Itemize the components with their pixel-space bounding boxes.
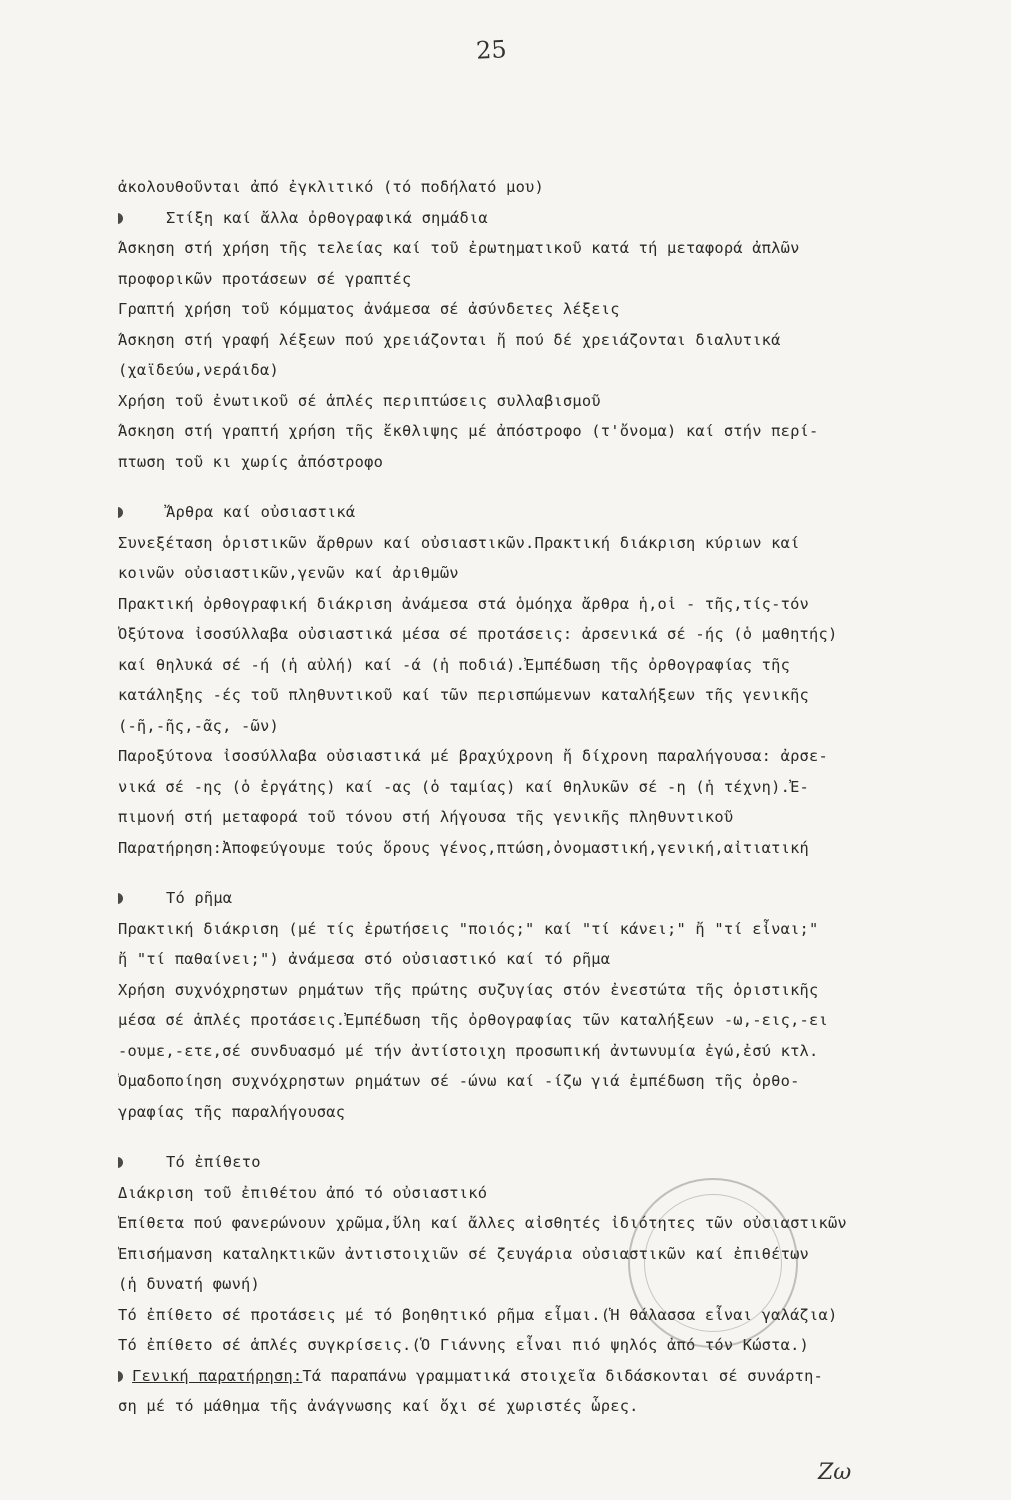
bullet-icon xyxy=(118,893,123,904)
text-line: προφορικῶν προτάσεων σέ γραπτές xyxy=(118,269,412,288)
bullet-icon xyxy=(118,213,123,224)
text-line: (ἡ δυνατή φωνή) xyxy=(118,1275,260,1293)
text-line: Ἐπισήμανση καταληκτικῶν ἀντιστοιχιῶν σέ ζευγάρια οὐσιαστικῶν καί ἐπιθέτων xyxy=(118,1244,810,1263)
note-label: Γενική παρατήρηση: xyxy=(132,1366,303,1385)
section-heading-punctuation xyxy=(118,203,998,234)
page-number: 25 xyxy=(475,35,508,65)
text-line: (χαϊδεύω,νεράιδα) xyxy=(118,361,279,379)
text-line: ἀκολουθοῦνται ἀπό ἐγκλιτικό (τό ποδήλατό μου) xyxy=(118,178,544,196)
text-line: καί θηλυκά σέ -ή (ἡ αὐλή) καί -ά (ἡ ποδιά).Ἐμπέδωση τῆς ὀρθογραφίας τῆς xyxy=(118,655,791,674)
text-line: κοινῶν οὐσιαστικῶν,γενῶν καί ἀριθμῶν xyxy=(118,564,459,582)
section-heading-adjective xyxy=(118,1147,998,1178)
general-note xyxy=(118,1361,998,1392)
heading-text: Ἄρθρα καί οὐσιαστικά xyxy=(166,503,356,521)
text-line: Παροξύτονα ἰσοσύλλαβα οὐσιαστικά μέ βραχύχρονη ἤ δίχρονη παραλήγουσα: ἀρσε- xyxy=(118,747,828,765)
bullet-icon xyxy=(118,507,123,518)
bullet-icon xyxy=(118,1371,123,1382)
text-line: νικά σέ -ης (ὁ ἐργάτης) καί -ας (ὁ ταμίας) καί θηλυκῶν σέ -η (ἡ τέχνη).Ἐ- xyxy=(118,777,810,796)
text-line: Γραπτή χρήση τοῦ κόμματος ἀνάμεσα σέ ἀσύνδετες λέξεις xyxy=(118,300,620,318)
heading-text: Στίξη καί ἄλλα ὀρθογραφικά σημάδια xyxy=(166,208,488,227)
text-line: πτωση τοῦ κι χωρίς ἀπόστροφο xyxy=(118,452,384,471)
text-line: Ὀξύτονα ἰσοσύλλαβα οὐσιαστικά μέσα σέ προτάσεις: ἀρσενικά σέ -ής (ὁ μαθητής) xyxy=(118,625,838,643)
text-line: Χρήση συχνόχρηστων ρημάτων τῆς πρώτης συζυγίας στόν ἐνεστώτα τῆς ὁριστικῆς xyxy=(118,980,819,999)
text-line: Ἐπίθετα πού φανερώνουν χρῶμα,ὕλη καί ἄλλες αἰσθητές ἰδιότητες τῶν οὐσιαστικῶν xyxy=(118,1214,847,1232)
text-line: Συνεξέταση ὁριστικῶν ἄρθρων καί οὐσιαστικῶν.Πρακτική διάκριση κύριων καί xyxy=(118,533,800,552)
note-text: Τά παραπάνω γραμματικά στοιχεῖα διδάσκονται σέ συνάρτη- xyxy=(302,1366,824,1385)
text-line: Ἄσκηση στή γραπτή χρήση τῆς ἔκθλιψης μέ ἀπόστροφο (τ'ὄνομα) καί στήν περί- xyxy=(118,422,819,440)
text-line: γραφίας τῆς παραλήγουσας xyxy=(118,1102,346,1121)
heading-text: Τό ἐπίθετο xyxy=(166,1153,261,1171)
signature: Ζω xyxy=(818,1460,852,1485)
text-line: Ὁμαδοποίηση συχνόχρηστων ρημάτων σέ -ώνω καί -ίζω γιά ἐμπέδωση τῆς ὀρθο- xyxy=(118,1072,800,1090)
text-line: Πρακτική ὀρθογραφική διάκριση ἀνάμεσα στά ὁμόηχα ἄρθρα ἡ,οἱ - τῆς,τίς-τόν xyxy=(118,594,810,613)
section-heading-verb xyxy=(118,883,998,914)
document-body xyxy=(118,172,998,1422)
bullet-icon xyxy=(118,1157,123,1168)
text-line: Διάκριση τοῦ ἐπιθέτου ἀπό τό οὐσιαστικό xyxy=(118,1183,488,1202)
text-line: Τό ἐπίθετο σέ ἁπλές συγκρίσεις.(Ὁ Γιάννης εἶναι πιό ψηλός ἀπό τόν Κώστα.) xyxy=(118,1336,810,1354)
official-stamp xyxy=(628,1178,798,1348)
text-line: (-ῆ,-ῆς,-ᾶς, -ῶν) xyxy=(118,716,279,735)
section-heading-articles xyxy=(118,497,998,528)
text-line: Ἄσκηση στή γραφή λέξεων πού χρειάζονται ἤ πού δέ χρειάζονται διαλυτικά xyxy=(118,330,781,349)
text-line: Τό ἐπίθετο σέ προτάσεις μέ τό βοηθητικό ρῆμα εἶμαι.(Ἡ θάλασσα εἶναι γαλάζια) xyxy=(118,1305,838,1324)
text-line: ση μέ τό μάθημα τῆς ἀνάγνωσης καί ὄχι σέ χωριστές ὧρες. xyxy=(118,1397,639,1415)
text-line: μέσα σέ ἁπλές προτάσεις.Ἐμπέδωση τῆς ὀρθογραφίας τῶν καταλήξεων -ω,-εις,-ει xyxy=(118,1011,828,1029)
text-line: Χρήση τοῦ ἐνωτικοῦ σέ ἁπλές περιπτώσεις συλλαβισμοῦ xyxy=(118,391,601,410)
text-line: -ουμε,-ετε,σέ συνδυασμό μέ τήν ἀντίστοιχη προσωπική ἀντωνυμία ἐγώ,ἐσύ κτλ. xyxy=(118,1041,819,1060)
text-line: ἤ "τί παθαίνει;") ἀνάμεσα στό οὐσιαστικό καί τό ρῆμα xyxy=(118,950,611,968)
heading-text: Τό ρῆμα xyxy=(166,889,233,907)
text-line: πιμονή στή μεταφορά τοῦ τόνου στή λήγουσα τῆς γενικῆς πληθυντικοῦ xyxy=(118,808,734,826)
text-line: Πρακτική διάκριση (μέ τίς ἐρωτήσεις "ποιός;" καί "τί κάνει;" ἤ "τί εἶναι;" xyxy=(118,919,819,938)
text-line: κατάληξης -ές τοῦ πληθυντικοῦ καί τῶν περισπώμενων καταλήξεων τῆς γενικῆς xyxy=(118,686,810,704)
text-line: Παρατήρηση:Ἀποφεύγουμε τούς ὅρους γένος,πτώση,ὀνομαστική,γενική,αἰτιατική xyxy=(118,838,810,857)
text-line: Ἄσκηση στή χρήση τῆς τελείας καί τοῦ ἐρωτηματικοῦ κατά τή μεταφορά ἀπλῶν xyxy=(118,239,800,257)
